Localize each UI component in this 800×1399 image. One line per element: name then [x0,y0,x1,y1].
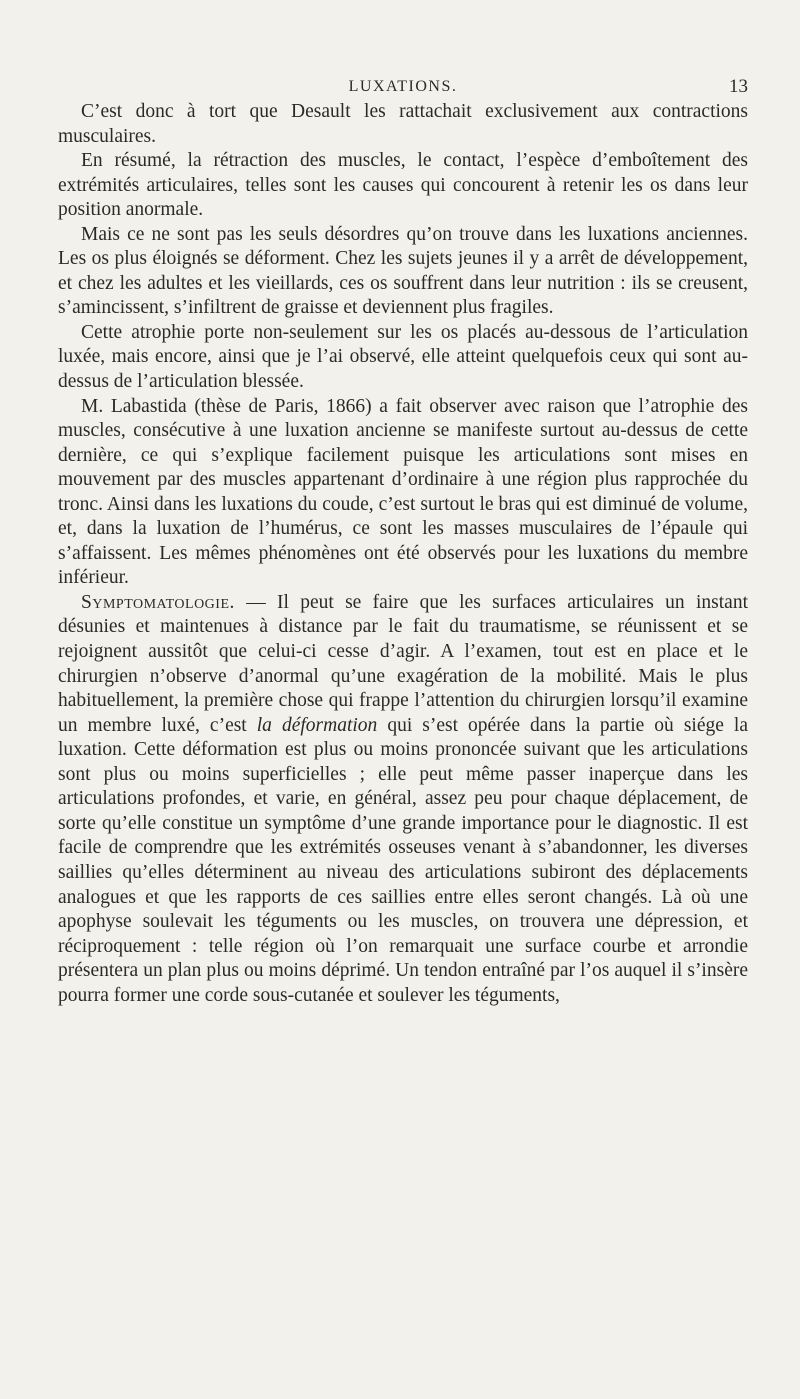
body-text [58,100,748,1008]
paragraph: M. Labastida (thèse de Paris, 1866) a fait observer avec raison que l’atrophie des muscles, consécutive à une luxation ancienne se manifeste surtout au-dessus de cette dernière, ce qui s’explique facilement puisque les articulations sont mises en mouvement par des muscles appartenant d’ordinaire à une région plus rapprochée du tronc. Ainsi dans les luxations du coude, c’est surtout le bras qui est diminué de volume, et, dans la luxation de l’humérus, ce sont les masses musculaires de l’épaule qui s’affaissent. Les mêmes phénomènes ont été observés pour les luxations du membre inférieur. [58,395,748,589]
section-lead: Symptomatologie. [81,591,235,613]
paragraph: C’est donc à tort que Desault les rattachait exclusivement aux contractions musculaires. [58,101,748,147]
paragraph-text: qui s’est opérée dans la partie où siége la luxation. Cette déformation est plus ou moins prononcée suivant que les articulations sont plus ou moins superficielles ; elle peut même passer inaperçue dans les articulations profondes, et varie, en général, assez peu pour chaque déplacement, de sorte qu’elle constitue un symptôme d’une grande importance pour le diagnostic. Il est facile de comprendre que les extrémités osseuses venant à s’abandonner, les diverses saillies qu’elles déterminent au niveau des articulations subiront des déplacements analogues et que les rapports de ces saillies entre elles seront changés. Là où une apophyse soulevait les téguments ou les muscles, on trouvera une dépression, et réciproquement : telle région où l’on remarquait une surface courbe et arrondie présentera un plan plus ou moins déprimé. Un tendon entraîné par l’os auquel il s’insère pourra former une corde sous-cutanée et soulever les téguments, [58,714,749,1006]
page-header [58,78,748,102]
page-number: 13 [729,76,748,97]
paragraph-text: — Il peut se faire que les surfaces articulaires un instant désunies et maintenues à distance par le fait du traumatisme, se réunissent et se rejoignent aussitôt que celui-ci cesse d’agir. A l’examen, tout est en place et le chirurgien n’observe d’anormal qu’une exagération de la mobilité. Mais le plus habituellement, la première chose qui frappe l’attention du chirurgien lorsqu’il examine un membre luxé, c’est [58,591,748,736]
paragraph: Cette atrophie porte non-seulement sur les os placés au-dessous de l’articulation luxée, mais encore, ainsi que je l’ai observé, elle atteint quelquefois ceux qui sont au-dessus de l’articulation blessée. [58,321,748,393]
running-title: LUXATIONS. [348,78,458,95]
paragraph: Mais ce ne sont pas les seuls désordres qu’on trouve dans les luxations anciennes. Les os plus éloignés se déforment. Chez les sujets jeunes il y a arrêt de développement, et chez les adultes et les vieillards, ces os souffrent dans leur nutrition : ils se creusent, s’amincissent, s’infiltrent de graisse et deviennent plus fragiles. [58,223,748,319]
paragraph: En résumé, la rétraction des muscles, le contact, l’espèce d’emboîtement des extrémités articulaires, telles sont les causes qui concourent à retenir les os dans leur position anormale. [58,150,748,221]
emphasis-text: la déformation [256,714,378,736]
paragraph-symptomatologie [58,591,748,1008]
